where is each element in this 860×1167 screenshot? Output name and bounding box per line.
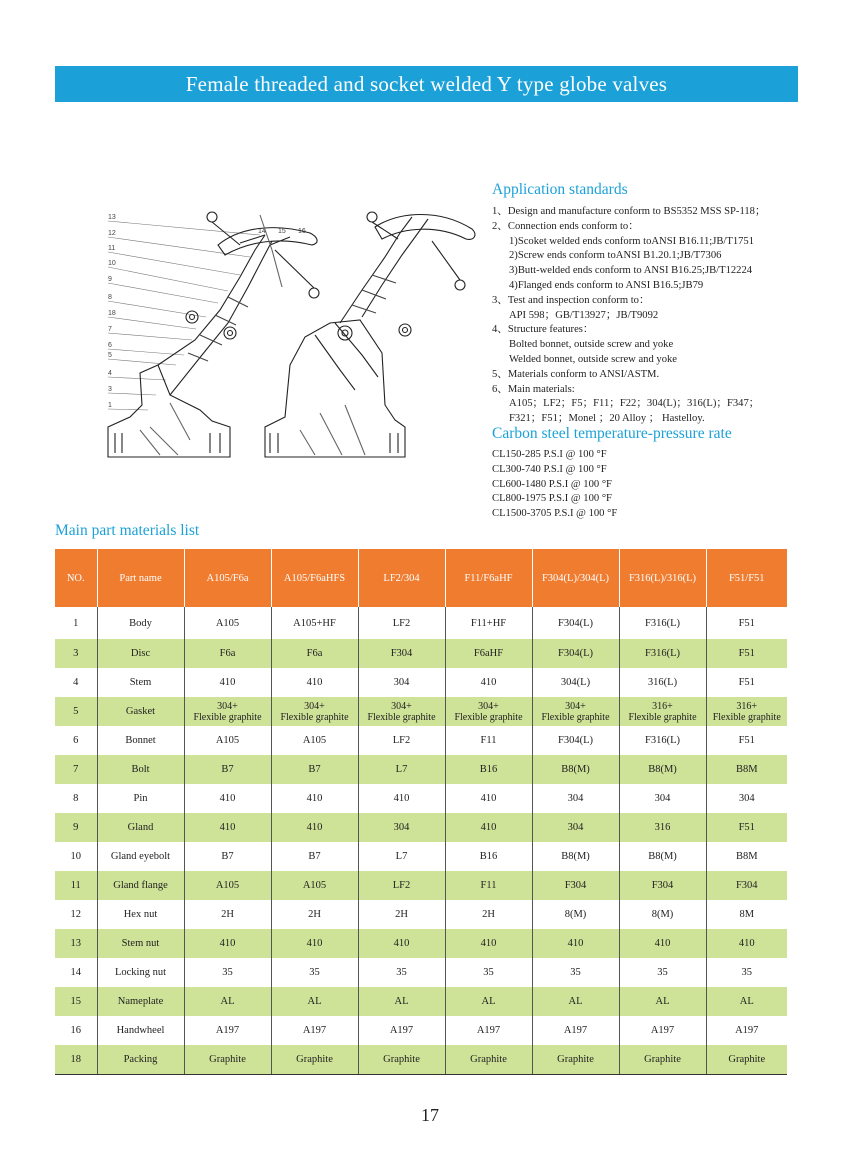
callout-leader — [108, 237, 250, 257]
standard-line: 6、Main materials: — [492, 383, 575, 395]
material-cell: LF2 — [358, 726, 445, 755]
valve-drawing — [100, 205, 480, 475]
row-number: 13 — [55, 929, 97, 958]
material-cell: F11 — [445, 726, 532, 755]
material-cell: F51 — [706, 607, 787, 639]
part-name: Hex nut — [97, 900, 184, 929]
standard-line: 2、Connection ends conform to： — [492, 220, 639, 232]
callout-number: 15 — [278, 228, 286, 235]
material-cell: Graphite — [706, 1045, 787, 1075]
standard-line: F321；F51；Monel ；20 Alloy ； Hastelloy. — [509, 413, 705, 425]
material-cell: A105 — [184, 726, 271, 755]
material-cell: 2H — [184, 900, 271, 929]
material-cell: 304+ Flexible graphite — [358, 697, 445, 726]
header-part-name: Part name — [97, 549, 184, 607]
row-number: 5 — [55, 697, 97, 726]
standard-line: 5、Materials conform to ANSI/ASTM. — [492, 368, 660, 380]
material-cell: F6a — [184, 639, 271, 668]
part-name: Locking nut — [97, 958, 184, 987]
material-cell: 2H — [358, 900, 445, 929]
material-cell: A105 — [184, 607, 271, 639]
material-cell: AL — [706, 987, 787, 1016]
material-cell: 304 — [532, 813, 619, 842]
standard-line: 4、Structure features： — [492, 324, 594, 336]
material-cell: 410 — [271, 929, 358, 958]
material-cell: A197 — [358, 1016, 445, 1045]
header-material-grade: A105/F6aHFS — [271, 549, 358, 607]
material-cell: B7 — [271, 842, 358, 871]
material-cell: 410 — [445, 784, 532, 813]
part-name: Nameplate — [97, 987, 184, 1016]
page-number: 17 — [421, 1105, 439, 1125]
pressure-rate-line: CL600-1480 P.S.I @ 100 °F — [492, 478, 612, 490]
material-cell: AL — [358, 987, 445, 1016]
material-cell: 304+ Flexible graphite — [532, 697, 619, 726]
material-cell: 316+ Flexible graphite — [619, 697, 706, 726]
material-cell: F6a — [271, 639, 358, 668]
material-cell: B8(M) — [532, 842, 619, 871]
callout-leader — [108, 409, 148, 410]
part-name: Pin — [97, 784, 184, 813]
material-cell: B8(M) — [619, 755, 706, 784]
material-cell: B8M — [706, 842, 787, 871]
material-cell: A197 — [184, 1016, 271, 1045]
header-material-grade: A105/F6a — [184, 549, 271, 607]
table-header-row — [55, 549, 787, 607]
material-cell: F316(L) — [619, 639, 706, 668]
pressure-rate-line: CL1500-3705 P.S.I @ 100 °F — [492, 508, 618, 520]
callout-number: 18 — [108, 310, 116, 317]
material-cell: B7 — [184, 755, 271, 784]
material-cell: A105 — [271, 726, 358, 755]
header-material-grade: F304(L)/304(L) — [532, 549, 619, 607]
part-name: Packing — [97, 1045, 184, 1075]
callout-number: 16 — [298, 228, 306, 235]
table-row — [55, 668, 787, 697]
part-name: Gland flange — [97, 871, 184, 900]
materials-table — [55, 549, 787, 1075]
row-number: 8 — [73, 793, 79, 804]
material-cell: LF2 — [358, 607, 445, 639]
carbon-steel-title: Carbon steel temperature-pressure rate — [492, 425, 732, 442]
material-cell: Graphite — [271, 1045, 358, 1075]
row-number: 11 — [55, 871, 97, 900]
material-cell: 8(M) — [619, 900, 706, 929]
material-cell: F6aHF — [445, 639, 532, 668]
material-cell: F304 — [358, 639, 445, 668]
callout-leader — [108, 317, 196, 329]
row-number: 7 — [55, 755, 97, 784]
material-cell: A197 — [619, 1016, 706, 1045]
material-cell: F304(L) — [532, 639, 619, 668]
material-cell: 316(L) — [619, 668, 706, 697]
material-cell: F304 — [532, 871, 619, 900]
material-cell: F11 — [445, 871, 532, 900]
material-cell: 410 — [271, 668, 358, 697]
material-cell: A105+HF — [271, 607, 358, 639]
callout-number: 1 — [108, 402, 112, 409]
material-cell: 304 — [358, 668, 445, 697]
material-cell: F316(L) — [619, 726, 706, 755]
table-row — [55, 813, 787, 842]
part-name: Disc — [97, 639, 184, 668]
material-cell: AL — [619, 987, 706, 1016]
material-cell: 35 — [358, 958, 445, 987]
row-number: 10 — [70, 851, 81, 862]
material-cell: B16 — [445, 842, 532, 871]
table-row — [55, 1045, 787, 1075]
material-cell: 35 — [706, 958, 787, 987]
material-cell: 304 — [358, 813, 445, 842]
material-cell: F304 — [619, 871, 706, 900]
material-cell: F304(L) — [532, 726, 619, 755]
material-cell: AL — [271, 987, 358, 1016]
table-row — [55, 639, 787, 668]
material-cell: 410 — [358, 784, 445, 813]
callout-number: 11 — [108, 245, 116, 252]
material-cell: 410 — [706, 929, 787, 958]
table-row — [55, 929, 787, 958]
material-cell: L7 — [358, 755, 445, 784]
table-row — [55, 726, 787, 755]
material-cell: B16 — [445, 755, 532, 784]
row-number: 4 — [73, 677, 79, 688]
carbon-steel-list — [492, 448, 617, 522]
material-cell: 35 — [184, 958, 271, 987]
material-cell: 304+ Flexible graphite — [184, 697, 271, 726]
material-cell: B7 — [271, 755, 358, 784]
material-cell: 35 — [619, 958, 706, 987]
callout-number: 7 — [108, 326, 112, 333]
part-name: Body — [97, 607, 184, 639]
material-cell: 304 — [532, 784, 619, 813]
material-cell: 410 — [184, 813, 271, 842]
callout-number: 9 — [108, 276, 112, 283]
part-name: Gasket — [97, 697, 184, 726]
material-cell: Graphite — [358, 1045, 445, 1075]
material-cell: 410 — [619, 929, 706, 958]
material-cell: 410 — [184, 668, 271, 697]
standard-line: Bolted bonnet, outside screw and yoke — [509, 339, 674, 351]
material-cell: A105 — [271, 871, 358, 900]
row-number: 1 — [73, 617, 79, 629]
callout-number: 13 — [108, 214, 116, 221]
material-cell: 35 — [532, 958, 619, 987]
material-cell: B8M — [706, 755, 787, 784]
material-cell: 410 — [445, 929, 532, 958]
callout-leader — [108, 333, 192, 340]
material-cell: 410 — [271, 813, 358, 842]
standard-line: Welded bonnet, outside screw and yoke — [509, 353, 678, 365]
material-cell: AL — [532, 987, 619, 1016]
material-cell: 410 — [271, 784, 358, 813]
row-number: 6 — [73, 735, 79, 746]
material-cell: LF2 — [358, 871, 445, 900]
standard-line: 1、Design and manufacture conform to BS5352 MSS SP-118； — [492, 206, 766, 217]
material-cell: 316 — [619, 813, 706, 842]
material-cell: B8(M) — [619, 842, 706, 871]
material-cell: F51 — [706, 813, 787, 842]
material-cell: 410 — [184, 929, 271, 958]
callout-number: 14 — [258, 228, 266, 235]
material-cell: 304+ Flexible graphite — [271, 697, 358, 726]
part-name: Gland — [97, 813, 184, 842]
table-row — [55, 958, 787, 987]
callout-leader — [108, 267, 228, 291]
material-cell: A197 — [706, 1016, 787, 1045]
material-cell: AL — [184, 987, 271, 1016]
standard-line: 3)Butt-welded ends conform to ANSI B16.25;JB/T12224 — [509, 265, 753, 277]
part-name: Handwheel — [97, 1016, 184, 1045]
material-cell: 35 — [445, 958, 532, 987]
material-cell: 8M — [706, 900, 787, 929]
table-row — [55, 755, 787, 784]
standard-line: 4)Flanged ends conform to ANSI B16.5;JB79 — [509, 279, 704, 291]
table-row — [55, 987, 787, 1016]
material-cell: 8(M) — [532, 900, 619, 929]
material-cell: L7 — [358, 842, 445, 871]
material-cell: AL — [445, 987, 532, 1016]
materials-list-title: Main part materials list — [55, 522, 200, 539]
row-number: 18 — [55, 1045, 97, 1075]
material-cell: 304(L) — [532, 668, 619, 697]
standard-line: A105；LF2；F5；F11；F22；304(L)；316(L)；F347； — [509, 398, 760, 410]
material-cell: B7 — [184, 842, 271, 871]
callout-number: 4 — [108, 370, 112, 377]
table-row — [55, 784, 787, 813]
application-standards-list — [492, 205, 842, 427]
table-row — [55, 842, 787, 871]
callout-number: 10 — [108, 260, 116, 267]
material-cell: 304 — [706, 784, 787, 813]
table-row — [55, 871, 787, 900]
material-cell: 410 — [445, 813, 532, 842]
row-number: 15 — [55, 987, 97, 1016]
standard-line: API 598；GB/T13927；JB/T9092 — [509, 309, 659, 321]
row-number: 9 — [55, 813, 97, 842]
material-cell: 304 — [619, 784, 706, 813]
material-cell: Graphite — [532, 1045, 619, 1075]
material-cell: 35 — [271, 958, 358, 987]
standard-line: 1)Scoket welded ends conform toANSI B16.11;JB/T1751 — [509, 235, 755, 247]
material-cell: F51 — [706, 726, 787, 755]
material-cell: 410 — [445, 668, 532, 697]
pressure-rate-line: CL150-285 P.S.I @ 100 °F — [492, 449, 607, 460]
part-name: Stem — [97, 668, 184, 697]
callout-leader — [108, 349, 184, 355]
material-cell: F11+HF — [445, 607, 532, 639]
material-cell: B8(M) — [532, 755, 619, 784]
pressure-rate-line: CL800-1975 P.S.I @ 100 °F — [492, 493, 612, 505]
part-name: Bonnet — [97, 726, 184, 755]
table-row — [55, 900, 787, 929]
material-cell: 410 — [358, 929, 445, 958]
material-cell: Graphite — [619, 1045, 706, 1075]
material-cell: 2H — [445, 900, 532, 929]
table-row — [55, 697, 787, 726]
standard-line: 3、Test and inspection conform to： — [492, 294, 650, 306]
material-cell: A197 — [445, 1016, 532, 1045]
header-material-grade: LF2/304 — [358, 549, 445, 607]
callout-leader — [108, 393, 156, 395]
material-cell: F304(L) — [532, 607, 619, 639]
material-cell: F51 — [706, 668, 787, 697]
callout-number: 5 — [108, 352, 112, 359]
pressure-rate-line: CL300-740 P.S.I @ 100 °F — [492, 463, 607, 475]
header-no: NO. — [55, 549, 97, 607]
table-row — [55, 607, 787, 639]
page-title: Female threaded and socket welded Y type globe valves — [55, 66, 798, 102]
row-number: 16 — [70, 1025, 81, 1036]
part-name: Gland eyebolt — [97, 842, 184, 871]
material-cell: 410 — [184, 784, 271, 813]
callout-leader — [108, 252, 240, 275]
callout-number: 6 — [108, 342, 112, 349]
row-number: 14 — [70, 967, 81, 978]
standard-line: 2)Screw ends conform toANSI B1.20.1;JB/T7306 — [509, 250, 722, 262]
material-cell: Graphite — [184, 1045, 271, 1075]
callout-number: 12 — [108, 230, 116, 237]
material-cell: 316+ Flexible graphite — [706, 697, 787, 726]
material-cell: Graphite — [445, 1045, 532, 1075]
material-cell: F304 — [706, 871, 787, 900]
material-cell: A197 — [532, 1016, 619, 1045]
row-number: 12 — [70, 909, 81, 920]
material-cell: 410 — [532, 929, 619, 958]
callout-number: 3 — [108, 386, 112, 393]
material-cell: 304+ Flexible graphite — [445, 697, 532, 726]
part-name: Bolt — [97, 755, 184, 784]
header-material-grade: F11/F6aHF — [445, 549, 532, 607]
application-standards-title: Application standards — [492, 181, 628, 198]
callout-number: 8 — [108, 294, 112, 301]
material-cell: F316(L) — [619, 607, 706, 639]
part-name: Stem nut — [97, 929, 184, 958]
material-cell: 2H — [271, 900, 358, 929]
material-cell: A197 — [271, 1016, 358, 1045]
material-cell: A105 — [184, 871, 271, 900]
material-cell: F51 — [706, 639, 787, 668]
callout-leader — [108, 221, 260, 235]
header-material-grade: F51/F51 — [706, 549, 787, 607]
header-material-grade: F316(L)/316(L) — [619, 549, 706, 607]
table-row — [55, 1016, 787, 1045]
row-number: 3 — [55, 639, 97, 668]
callout-leader — [108, 377, 166, 380]
